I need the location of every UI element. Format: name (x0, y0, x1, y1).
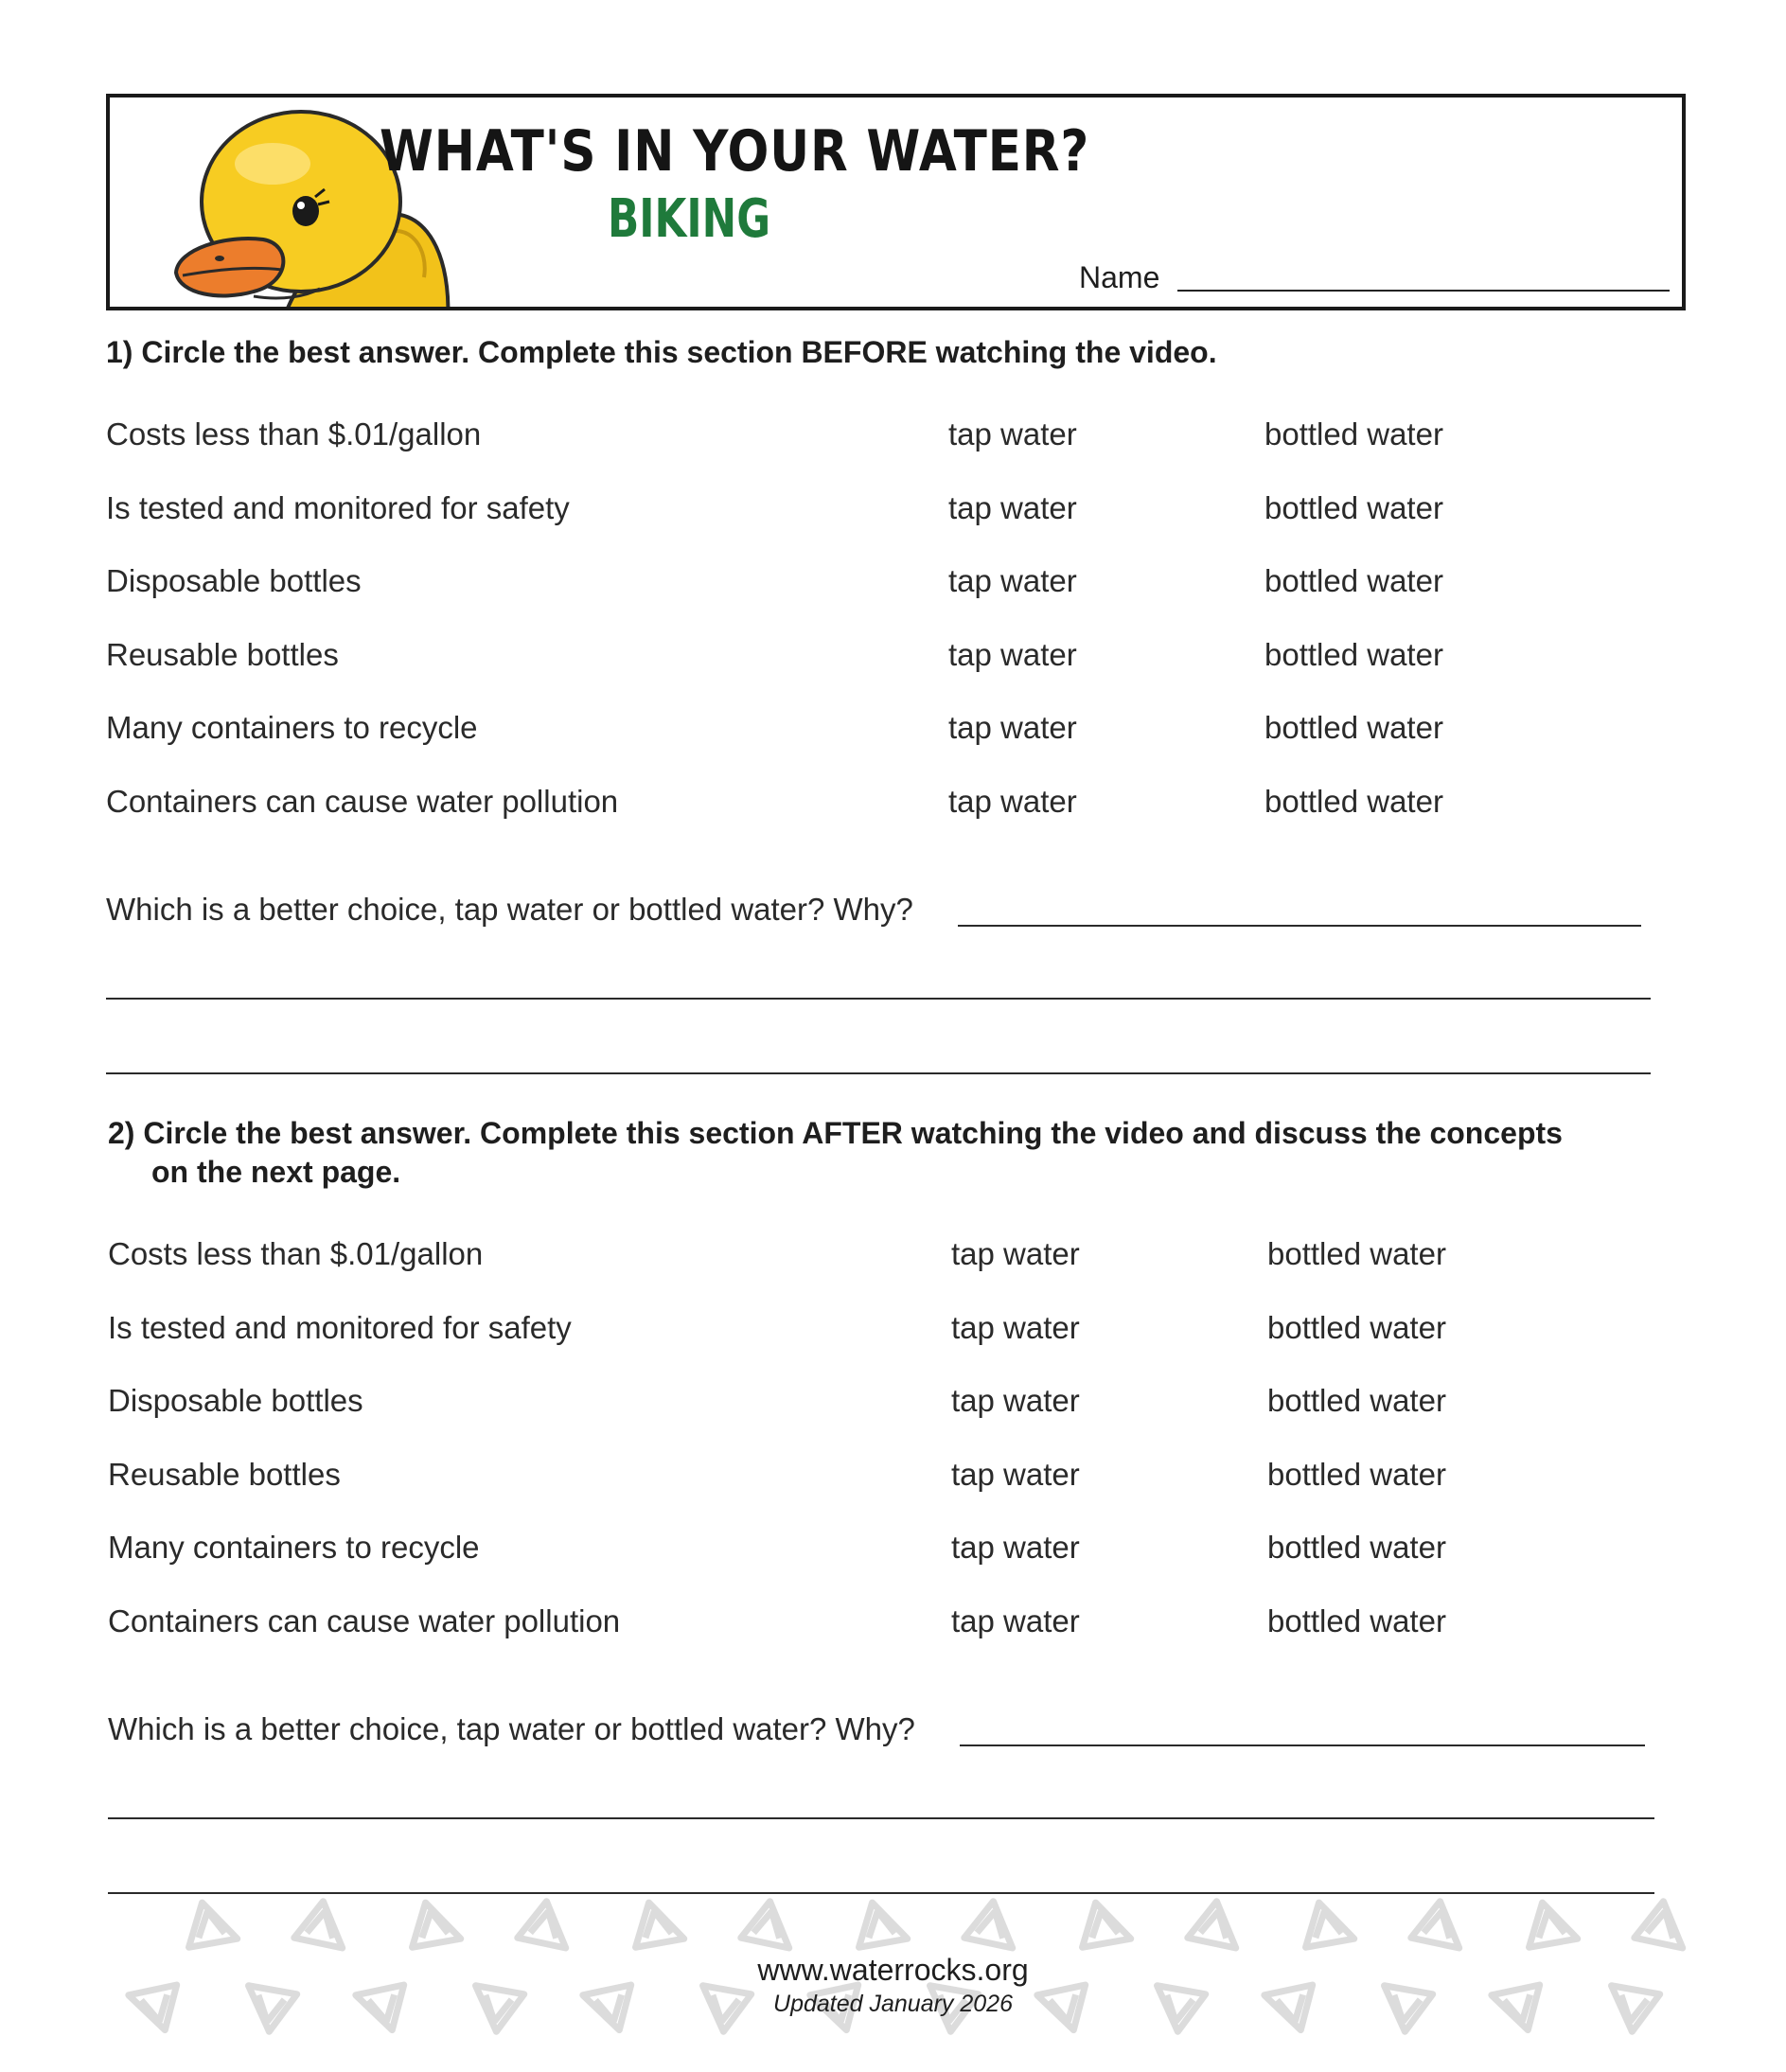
duck-footprint-icon (1635, 1897, 1691, 1948)
statement-row (0, 637, 1786, 679)
statement-row (0, 490, 1786, 532)
section2-answer-line-1[interactable] (960, 1744, 1645, 1746)
statement-row (0, 1383, 1786, 1425)
duck-footprint-icon (1188, 1897, 1245, 1948)
statement-row (0, 784, 1786, 825)
duck-footprint-icon (294, 1897, 351, 1948)
section1-answer-line-1[interactable] (958, 925, 1641, 927)
option-bottled-water[interactable]: bottled water (1267, 1309, 1446, 1345)
statement-row (0, 1310, 1786, 1352)
section1-heading: 1) Circle the best answer. Complete this section BEFORE watching the video. (106, 335, 1217, 369)
option-tap-water[interactable]: tap water (951, 1383, 1080, 1418)
option-tap-water[interactable]: tap water (948, 783, 1077, 819)
name-field-line[interactable] (1177, 290, 1670, 292)
option-bottled-water[interactable]: bottled water (1264, 636, 1443, 672)
option-tap-water[interactable]: tap water (951, 1309, 1080, 1345)
worksheet-title: WHAT'S IN YOUR WATER? (380, 118, 1090, 185)
option-bottled-water[interactable]: bottled water (1264, 416, 1443, 452)
header-box (106, 94, 1686, 310)
statement-row (0, 1530, 1786, 1571)
option-bottled-water[interactable]: bottled water (1264, 710, 1443, 745)
option-tap-water[interactable]: tap water (948, 416, 1077, 452)
section1-question: Which is a better choice, tap water or bottled water? Why? (106, 892, 913, 927)
name-label: Name (1079, 260, 1160, 294)
option-bottled-water[interactable]: bottled water (1267, 1456, 1446, 1492)
duck-footprint-icon (405, 1898, 461, 1947)
option-tap-water[interactable]: tap water (951, 1530, 1080, 1565)
duck-footprint-icon (1075, 1898, 1131, 1947)
option-tap-water[interactable]: tap water (948, 636, 1077, 672)
statement-row (0, 416, 1786, 458)
statement-row (0, 1457, 1786, 1498)
statement-text: Many containers to recycle (108, 1530, 480, 1565)
duck-footprint-icon (1411, 1897, 1468, 1948)
statement-text: Is tested and monitored for safety (108, 1309, 572, 1345)
section2-answer-line-2[interactable] (108, 1817, 1654, 1819)
option-bottled-water[interactable]: bottled water (1267, 1236, 1446, 1271)
duck-footprint-icon (1522, 1898, 1578, 1947)
option-bottled-water[interactable]: bottled water (1267, 1603, 1446, 1638)
statement-text: Is tested and monitored for safety (106, 489, 570, 525)
statement-row (0, 1236, 1786, 1278)
option-tap-water[interactable]: tap water (951, 1456, 1080, 1492)
section2-question: Which is a better choice, tap water or bottled water? Why? (108, 1711, 915, 1746)
section2-heading-line2: on the next page. (151, 1155, 401, 1189)
option-bottled-water[interactable]: bottled water (1267, 1530, 1446, 1565)
option-tap-water[interactable]: tap water (948, 489, 1077, 525)
statement-text: Reusable bottles (108, 1456, 341, 1492)
statement-text: Costs less than $.01/gallon (106, 416, 482, 452)
option-bottled-water[interactable]: bottled water (1264, 783, 1443, 819)
statement-row (0, 710, 1786, 752)
footer-url[interactable]: www.waterrocks.org (757, 1953, 1029, 1987)
worksheet-subtitle: BIKING (608, 188, 771, 250)
option-bottled-water[interactable]: bottled water (1264, 563, 1443, 598)
statement-row (0, 1603, 1786, 1645)
duck-footprint-icon (964, 1897, 1021, 1948)
footer-updated-date: Updated January 2026 (773, 1991, 1013, 2017)
duck-footprint-icon (852, 1898, 908, 1947)
option-tap-water[interactable]: tap water (948, 563, 1077, 598)
section1-answer-line-3[interactable] (106, 1072, 1651, 1074)
duck-footprint-icon (741, 1897, 798, 1948)
duck-footprint-icon (1299, 1898, 1354, 1947)
option-tap-water[interactable]: tap water (948, 710, 1077, 745)
statement-text: Many containers to recycle (106, 710, 478, 745)
section2-heading-line1: 2) Circle the best answer. Complete this section AFTER watching the video and discuss the concepts (108, 1116, 1563, 1150)
statement-text: Costs less than $.01/gallon (108, 1236, 484, 1271)
statement-text: Containers can cause water pollution (106, 783, 619, 819)
statement-text: Disposable bottles (108, 1383, 363, 1418)
statement-row (0, 563, 1786, 605)
option-tap-water[interactable]: tap water (951, 1603, 1080, 1638)
option-bottled-water[interactable]: bottled water (1267, 1383, 1446, 1418)
option-bottled-water[interactable]: bottled water (1264, 489, 1443, 525)
duck-footprint-icon (628, 1898, 684, 1947)
statement-text: Reusable bottles (106, 636, 339, 672)
statement-text: Containers can cause water pollution (108, 1603, 621, 1638)
duck-footprint-icon (518, 1897, 575, 1948)
section1-answer-line-2[interactable] (106, 998, 1651, 1000)
statement-text: Disposable bottles (106, 563, 362, 598)
duck-footprint-icon (182, 1898, 238, 1947)
option-tap-water[interactable]: tap water (951, 1236, 1080, 1271)
